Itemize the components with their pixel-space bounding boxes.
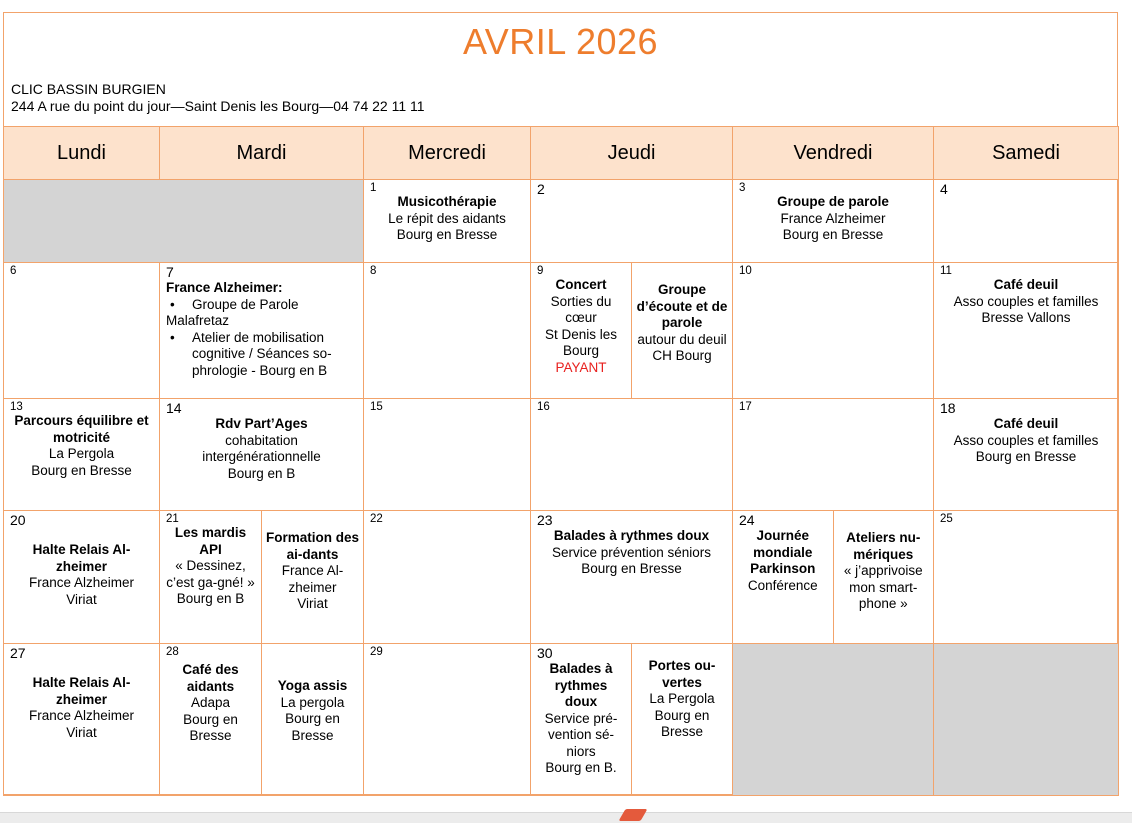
- day-number: 6: [10, 265, 17, 277]
- day-cell-7: [160, 263, 364, 399]
- weekday-monday: Lundi: [4, 127, 160, 180]
- weekday-friday: Vendredi: [733, 127, 934, 180]
- event: [934, 416, 1118, 466]
- event: [4, 661, 159, 741]
- event-detail: Sorties du cœur: [550, 293, 612, 325]
- day-cell-2: [531, 180, 733, 263]
- event-detail: Service pré-vention sé-niors: [544, 710, 618, 759]
- empty-cell: [934, 644, 1119, 796]
- event-title: Journée mondiale Parkinson: [750, 528, 816, 576]
- day-cell-21: [160, 511, 364, 644]
- day-number: 9: [537, 265, 544, 277]
- calendar-page: [3, 12, 1118, 795]
- event-detail: Asso couples et familles: [953, 432, 1099, 448]
- day-number: 16: [537, 401, 550, 413]
- month-title: AVRIL 2026: [462, 21, 659, 62]
- event-title: Musicothérapie: [397, 194, 497, 209]
- org-name: CLIC BASSIN BURGIEN: [11, 81, 166, 97]
- event-location: Viriat: [66, 724, 97, 740]
- event: [733, 194, 933, 244]
- day-cell-11: [934, 263, 1119, 399]
- event-location: Bourg en B: [176, 591, 245, 606]
- event: [733, 528, 833, 594]
- day-number: 4: [940, 181, 948, 197]
- day-number: 10: [739, 265, 752, 277]
- event-location: St Denis les Bourg: [544, 326, 618, 358]
- day-number: 18: [940, 400, 956, 416]
- event-location: Bourg en Bresse: [782, 227, 884, 242]
- event-slot-b: [261, 644, 363, 795]
- day-cell-25: [934, 511, 1119, 644]
- event-title: Groupe d’écoute et de parole: [636, 282, 728, 330]
- day-cell-6: [4, 263, 160, 399]
- event-location: Bourg en B.: [545, 760, 617, 775]
- event-title: Café deuil: [993, 416, 1059, 431]
- day-cell-1: [364, 180, 531, 263]
- list-item: • Atelier de mobilisation cognitive / Séances so-phrologie - Bourg en B: [166, 330, 359, 380]
- event: [4, 528, 159, 608]
- paid-label: PAYANT: [555, 359, 607, 375]
- event-detail: La pergola: [280, 694, 345, 710]
- day-cell-22: [364, 511, 531, 644]
- day-cell-4: [934, 180, 1119, 263]
- org-address: 244 A rue du point du jour—Saint Denis les Bourg—04 74 22 11 11: [11, 98, 425, 114]
- event-detail: France Alzheimer: [28, 575, 135, 590]
- event-slot-a: [160, 511, 261, 643]
- event-slot-b: [631, 263, 732, 398]
- day-number: 14: [166, 400, 182, 416]
- event: [160, 416, 363, 482]
- week-row-5: [4, 644, 1119, 796]
- day-number: 8: [370, 265, 377, 277]
- day-number: 23: [537, 512, 553, 528]
- day-cell-29: [364, 644, 531, 796]
- event-title: Formation des ai-dants: [265, 530, 359, 562]
- event-detail: « Dessinez, c’est ga-gné! »: [166, 558, 255, 590]
- day-cell-23: [531, 511, 733, 644]
- event-slot-a: [531, 263, 631, 398]
- day-number: 13: [10, 401, 23, 413]
- day-cell-16: [531, 399, 733, 511]
- empty-cell: [733, 644, 934, 796]
- event-location: Bourg en Bresse: [975, 449, 1077, 464]
- event: [632, 263, 732, 365]
- day-number: 1: [370, 182, 377, 194]
- list-item: • Groupe de Parole: [166, 297, 359, 314]
- event-detail: Service prévention séniors: [551, 544, 712, 560]
- day-number: 28: [166, 646, 179, 658]
- day-cell-24: [733, 511, 934, 644]
- day-cell-30: [531, 644, 733, 796]
- event-location: CH Bourg: [652, 348, 712, 363]
- event-detail: Adapa: [190, 695, 231, 710]
- event-title: Parcours équilibre et motricité: [14, 413, 149, 445]
- event-slot-a: [160, 644, 261, 795]
- weekday-tuesday: Mardi: [160, 127, 364, 180]
- day-number: 22: [370, 513, 383, 525]
- event: [531, 661, 631, 777]
- event-title: Halte Relais Al-zheimer: [32, 542, 131, 574]
- event-detail: Le répit des aidants: [388, 210, 506, 226]
- event-detail: La Pergola: [649, 691, 715, 706]
- day-cell-3: [733, 180, 934, 263]
- page-footer-strip: [0, 812, 1132, 823]
- event-location: Bourg en Bresse: [285, 711, 340, 743]
- organization-info: [11, 81, 425, 115]
- event: [4, 413, 159, 479]
- day-cell-27: [4, 644, 160, 796]
- event-detail: La Pergola: [48, 446, 115, 461]
- event-location: Bourg en Bresse: [654, 707, 710, 739]
- day-cell-9: [531, 263, 733, 399]
- event-title: Yoga assis: [277, 678, 348, 693]
- event-slot-b: [833, 511, 934, 643]
- day-cell-17: [733, 399, 934, 511]
- event-slot-b: [631, 644, 732, 795]
- event-title: Concert: [555, 277, 607, 292]
- day-number: 21: [166, 513, 179, 525]
- event-detail: France Al-zheimer: [281, 563, 344, 595]
- day-number: 24: [739, 512, 755, 528]
- event-location: Bourg en Bresse: [183, 711, 238, 743]
- event-title: Balades à rythmes doux: [553, 528, 710, 543]
- event: [160, 525, 261, 608]
- event-detail: France Alzheimer: [28, 708, 135, 723]
- event-detail: Conférence: [747, 577, 818, 593]
- weekday-thursday: Jeudi: [531, 127, 733, 180]
- event-detail: Asso couples et familles: [953, 293, 1099, 309]
- event: [262, 644, 363, 744]
- event: [531, 277, 631, 376]
- day-cell-18: [934, 399, 1119, 511]
- event-title: France Alzheimer:: [166, 280, 283, 295]
- event: [934, 277, 1118, 327]
- event-slot-a: [531, 644, 631, 795]
- event-title: Halte Relais Al-zheimer: [32, 675, 131, 707]
- calendar-grid: [3, 126, 1119, 796]
- empty-cell: [4, 180, 364, 263]
- event-location: Viriat: [66, 591, 97, 607]
- day-cell-28: [160, 644, 364, 796]
- event-detail: « j’apprivoise mon smart-phone »: [843, 563, 923, 611]
- list-item-continued: Malafretaz: [166, 313, 230, 328]
- day-cell-15: [364, 399, 531, 511]
- event-detail: France Alzheimer: [780, 210, 886, 226]
- event-title: Ateliers nu-mériques: [846, 530, 921, 562]
- event-title: Rdv Part’Ages: [215, 416, 308, 431]
- event: [531, 528, 732, 578]
- day-number: 27: [10, 645, 26, 661]
- day-cell-10: [733, 263, 934, 399]
- event-detail: autour du deuil: [637, 331, 727, 347]
- event: [364, 194, 530, 244]
- event-title: Portes ou-vertes: [648, 658, 716, 690]
- event-title: Groupe de parole: [777, 194, 889, 209]
- event-title: Balades à rythmes doux: [549, 661, 613, 709]
- day-number: 17: [739, 401, 752, 413]
- event-title: Café des aidants: [182, 662, 239, 694]
- day-cell-14: [160, 399, 364, 511]
- week-row-2: [4, 263, 1119, 399]
- day-number: 3: [739, 182, 746, 194]
- day-number: 11: [940, 265, 952, 277]
- day-number: 30: [537, 645, 553, 661]
- event-detail: cohabitation intergénérationnelle: [202, 432, 321, 464]
- day-number: 29: [370, 646, 383, 658]
- day-cell-20: [4, 511, 160, 644]
- day-number: 2: [537, 181, 545, 197]
- event-title: Les mardis API: [174, 525, 247, 557]
- decorative-swoosh: [619, 809, 648, 821]
- event-location: Bourg en Bresse: [581, 561, 682, 576]
- event-location: Bresse Vallons: [981, 310, 1071, 325]
- day-cell-8: [364, 263, 531, 399]
- week-row-3: [4, 399, 1119, 511]
- event-location: Viriat: [297, 596, 328, 611]
- event: [160, 658, 261, 745]
- event-slot-a: [733, 511, 833, 643]
- event-location: Bourg en B: [227, 465, 296, 481]
- event: [262, 511, 363, 613]
- event: [834, 511, 934, 613]
- weekday-header-row: [4, 127, 1119, 180]
- event-location: Bourg en Bresse: [396, 227, 498, 242]
- day-number: 7: [166, 264, 174, 280]
- event-slot-b: [261, 511, 363, 643]
- week-row-1: [4, 180, 1119, 263]
- weekday-saturday: Samedi: [934, 127, 1119, 180]
- weekday-wednesday: Mercredi: [364, 127, 531, 180]
- event-location: Bourg en Bresse: [31, 462, 132, 478]
- event: [632, 644, 732, 741]
- event-title: Café deuil: [993, 277, 1059, 292]
- week-row-4: [4, 511, 1119, 644]
- day-number: 20: [10, 512, 26, 528]
- day-cell-13: [4, 399, 160, 511]
- day-number: 25: [940, 513, 953, 525]
- day-number: 15: [370, 401, 383, 413]
- event: [160, 280, 363, 379]
